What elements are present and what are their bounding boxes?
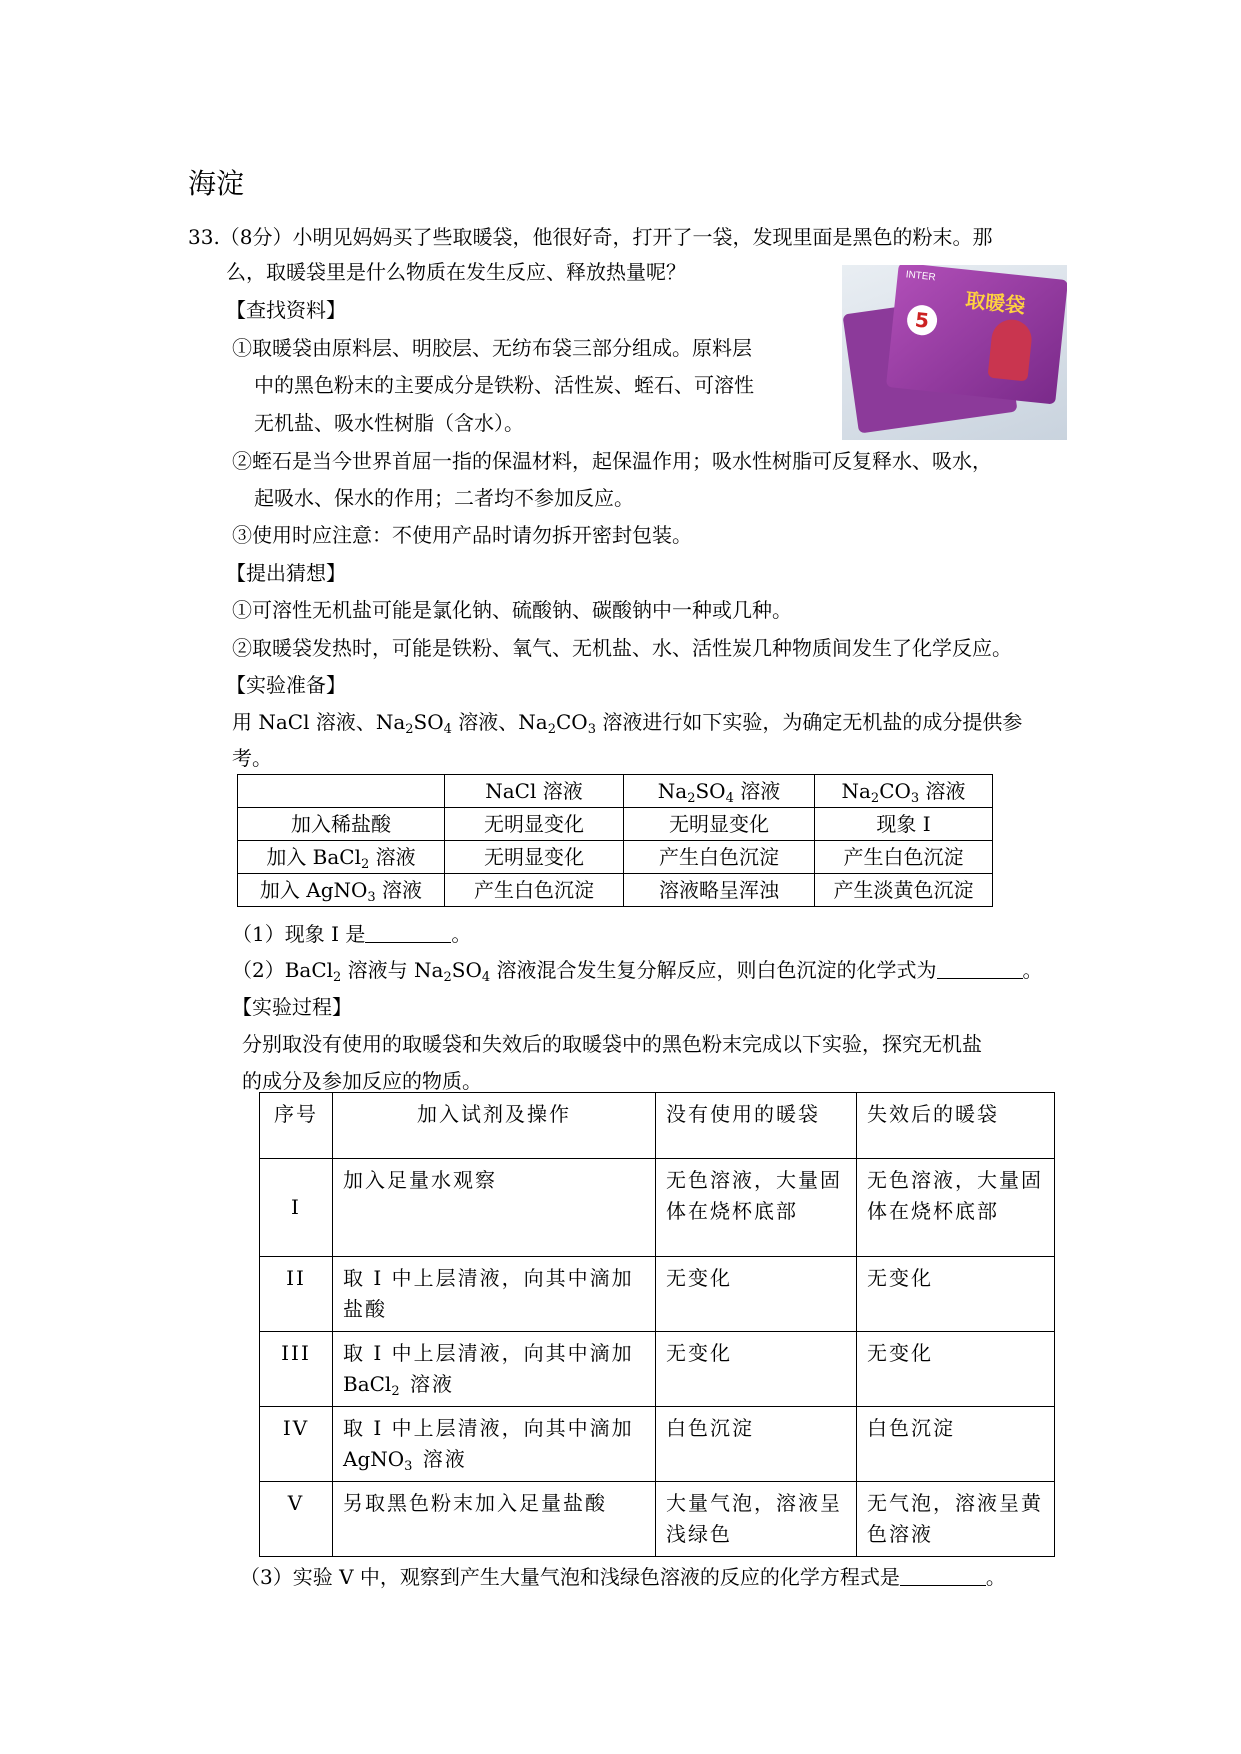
table-row [260, 1332, 1055, 1407]
table-row [238, 841, 993, 874]
row-used: 无色溶液，大量固体在烧杯底部 [857, 1159, 1055, 1257]
packet-front [886, 265, 1067, 405]
section-process-heading: 【实验过程】 [232, 995, 352, 1019]
table-row [260, 1482, 1055, 1557]
row-op: 加入足量水观察 [333, 1159, 656, 1257]
row-unused: 无变化 [656, 1257, 857, 1332]
header-no: 序号 [260, 1093, 333, 1159]
row-op: 取 I 中上层清液，向其中滴加盐酸 [333, 1257, 656, 1332]
row-label: 加入稀盐酸 [238, 808, 445, 841]
table-row [238, 808, 993, 841]
row-unused: 无色溶液，大量固体在烧杯底部 [656, 1159, 857, 1257]
row-used: 无变化 [857, 1257, 1055, 1332]
table-cell: 溶液略呈浑浊 [624, 874, 815, 907]
info1-line1: ①取暖袋由原料层、明胶层、无纺布袋三部分组成。原料层 [232, 336, 752, 360]
section-prep-heading: 【实验准备】 [226, 673, 346, 697]
info2-line1: ②蛭石是当今世界首屈一指的保温材料，起保温作用；吸水性树脂可反复释水、吸水， [232, 449, 992, 473]
row-no: II [260, 1257, 333, 1332]
question-2: （2）BaCl$_2$ 溶液与 $Na_2SO_4$ 溶液混合发生复分解反应，则白色沉淀的化学式为 。 [232, 958, 1043, 985]
row-no: III [260, 1332, 333, 1407]
prep-line1: 用 NaCl 溶液、$Na_2SO_4$ 溶液、$Na_2CO_3$ 溶液进行如下实验，为确定无机盐的成分提供参 [232, 710, 1023, 737]
answer-blank[interactable] [900, 1567, 986, 1586]
header-used: 失效后的暖袋 [857, 1093, 1055, 1159]
answer-blank[interactable] [365, 924, 451, 943]
header-nacl: NaCl 溶液 [445, 775, 624, 808]
row-used: 无气泡，溶液呈黄色溶液 [857, 1482, 1055, 1557]
header-op: 加入试剂及操作 [333, 1093, 656, 1159]
table-cell: 无明显变化 [624, 808, 815, 841]
row-op: 取 I 中上层清液，向其中滴加 BaCl$_2$ 溶液 [333, 1332, 656, 1407]
row-no: I [260, 1159, 333, 1257]
question-intro-1: 33.（8分）小明见妈妈买了些取暖袋，他很好奇，打开了一袋，发现里面是黑色的粉末。那 [188, 225, 993, 249]
header-unused: 没有使用的暖袋 [656, 1093, 857, 1159]
row-used: 白色沉淀 [857, 1407, 1055, 1482]
hand-warmer-photo [842, 265, 1067, 440]
packet-brand: INTER [905, 269, 937, 284]
info3: ③使用时应注意：不使用产品时请勿拆开密封包装。 [232, 523, 692, 547]
header-na2co3: $Na_2CO_3$ 溶液 [815, 775, 993, 808]
info1-line2: 中的黑色粉末的主要成分是铁粉、活性炭、蛭石、可溶性 [254, 373, 754, 397]
table-cell: 产生白色沉淀 [445, 874, 624, 907]
table-row [260, 1093, 1055, 1159]
question-3: （3）实验 V 中，观察到产生大量气泡和浅绿色溶液的反应的化学方程式是 。 [240, 1565, 1006, 1589]
row-no: IV [260, 1407, 333, 1482]
packet-number-badge: 5 [906, 304, 939, 337]
row-op: 取 I 中上层清液，向其中滴加 AgNO$_3$ 溶液 [333, 1407, 656, 1482]
table-row [260, 1257, 1055, 1332]
header-na2so4: $Na_2SO_4$ 溶液 [624, 775, 815, 808]
question-1: （1）现象 I 是 。 [232, 922, 472, 946]
table-cell: 无明显变化 [445, 808, 624, 841]
section-guess-heading: 【提出猜想】 [226, 561, 346, 585]
table-cell: 现象 I [815, 808, 993, 841]
reagent-table [237, 774, 993, 907]
table-cell: 产生白色沉淀 [624, 841, 815, 874]
packet-character [987, 318, 1033, 382]
row-unused: 白色沉淀 [656, 1407, 857, 1482]
experiment-table [259, 1092, 1055, 1557]
answer-blank[interactable] [937, 960, 1023, 979]
row-no: V [260, 1482, 333, 1557]
row-label: 加入 BaCl$_2$ 溶液 [238, 841, 445, 874]
table-row [238, 874, 993, 907]
section-info-heading: 【查找资料】 [226, 298, 346, 322]
table-row [260, 1407, 1055, 1482]
table-cell: 产生白色沉淀 [815, 841, 993, 874]
info1-line3: 无机盐、吸水性树脂（含水）。 [254, 411, 524, 435]
row-label: 加入 AgNO$_3$ 溶液 [238, 874, 445, 907]
region-title: 海淀 [188, 167, 245, 200]
question-intro-2: 么，取暖袋里是什么物质在发生反应、释放热量呢？ [226, 260, 686, 284]
guess1: ①可溶性无机盐可能是氯化钠、硫酸钠、碳酸钠中一种或几种。 [232, 598, 792, 622]
process-line1: 分别取没有使用的取暖袋和失效后的取暖袋中的黑色粉末完成以下实验，探究无机盐 [242, 1032, 982, 1056]
table-cell: 无明显变化 [445, 841, 624, 874]
row-op: 另取黑色粉末加入足量盐酸 [333, 1482, 656, 1557]
prep-line2: 考。 [232, 746, 272, 770]
guess2: ②取暖袋发热时，可能是铁粉、氧气、无机盐、水、活性炭几种物质间发生了化学反应。 [232, 636, 1012, 660]
row-unused: 无变化 [656, 1332, 857, 1407]
packet-product-text: 取暖袋 [964, 287, 1027, 318]
table-row [238, 775, 993, 808]
info2-line2: 起吸水、保水的作用；二者均不参加反应。 [254, 486, 634, 510]
row-unused: 大量气泡，溶液呈浅绿色 [656, 1482, 857, 1557]
table-row [260, 1159, 1055, 1257]
row-used: 无变化 [857, 1332, 1055, 1407]
table-cell: 产生淡黄色沉淀 [815, 874, 993, 907]
process-line2: 的成分及参加反应的物质。 [242, 1069, 482, 1093]
